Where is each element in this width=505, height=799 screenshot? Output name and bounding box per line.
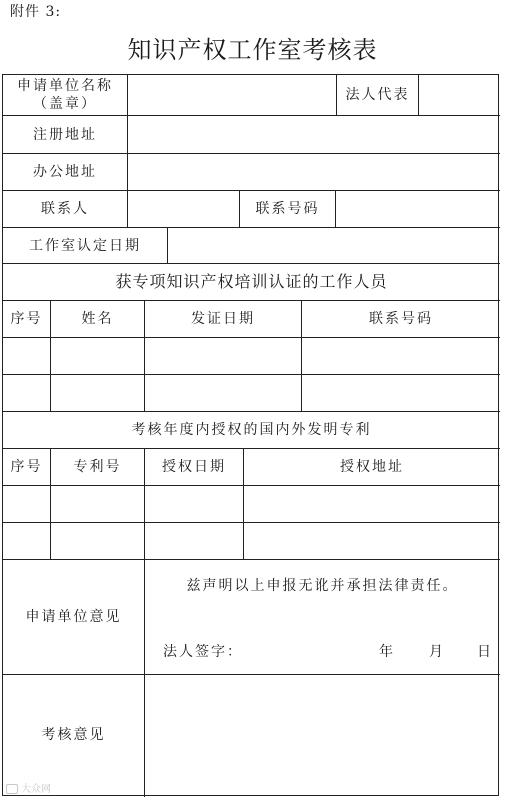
contact-phone-label: 联系号码 — [255, 201, 320, 217]
form-title: 知识产权工作室考核表 — [127, 36, 378, 64]
patent-section-heading: 考核年度内授权的国内外发明专利 — [131, 422, 372, 438]
row-divider — [3, 337, 500, 338]
review-opinion-label: 考核意见 — [41, 727, 106, 743]
reg-address-field[interactable] — [128, 116, 500, 153]
studio-date-field[interactable] — [168, 228, 500, 263]
applicant-opinion-label: 申请单位意见 — [25, 609, 122, 625]
contact-person-label: 联系人 — [41, 201, 89, 217]
office-address-field[interactable] — [128, 154, 500, 190]
applicant-name-field[interactable] — [128, 75, 336, 115]
staff-col-phone: 联系号码 — [369, 311, 433, 327]
patent-col-number: 专利号 — [73, 459, 122, 475]
review-opinion-field[interactable] — [145, 675, 500, 795]
date-year-label: 年 — [379, 644, 395, 660]
staff-col-no: 序号 — [10, 311, 43, 327]
staff-col-name: 姓名 — [81, 311, 114, 327]
date-day-label: 日 — [477, 644, 493, 660]
applicant-name-text: 申请单位名称 — [17, 78, 113, 94]
studio-date-label: 工作室认定日期 — [29, 237, 141, 254]
row-divider — [3, 522, 500, 523]
applicant-seal-text: （盖章） — [33, 96, 97, 112]
legal-rep-field[interactable] — [419, 75, 500, 115]
office-address-label: 办公地址 — [33, 164, 97, 180]
row-divider — [3, 374, 500, 375]
reg-address-label: 注册地址 — [33, 126, 97, 143]
row-divider — [3, 485, 500, 486]
patent-col-grant-address: 授权地址 — [340, 459, 404, 475]
applicant-name-label — [3, 75, 127, 115]
assessment-form — [2, 74, 499, 796]
watermark-text: 大众网 — [21, 784, 51, 795]
legal-rep-label: 法人代表 — [345, 87, 410, 103]
patent-col-grant-date: 授权日期 — [162, 459, 226, 475]
staff-section-heading: 获专项知识产权培训认证的工作人员 — [115, 272, 388, 291]
legal-signature-label: 法人签字： — [163, 644, 243, 660]
contact-person-field[interactable] — [128, 191, 239, 227]
watermark — [6, 780, 51, 795]
attachment-label: 附件 3: — [10, 4, 62, 20]
declaration-statement: 兹声明以上申报无讹并承担法律责任。 — [186, 578, 459, 594]
contact-phone-field[interactable] — [336, 191, 500, 227]
date-month-label: 月 — [429, 644, 445, 660]
patent-col-no: 序号 — [10, 459, 43, 475]
staff-col-issue-date: 发证日期 — [191, 311, 255, 327]
camera-icon — [6, 784, 18, 794]
